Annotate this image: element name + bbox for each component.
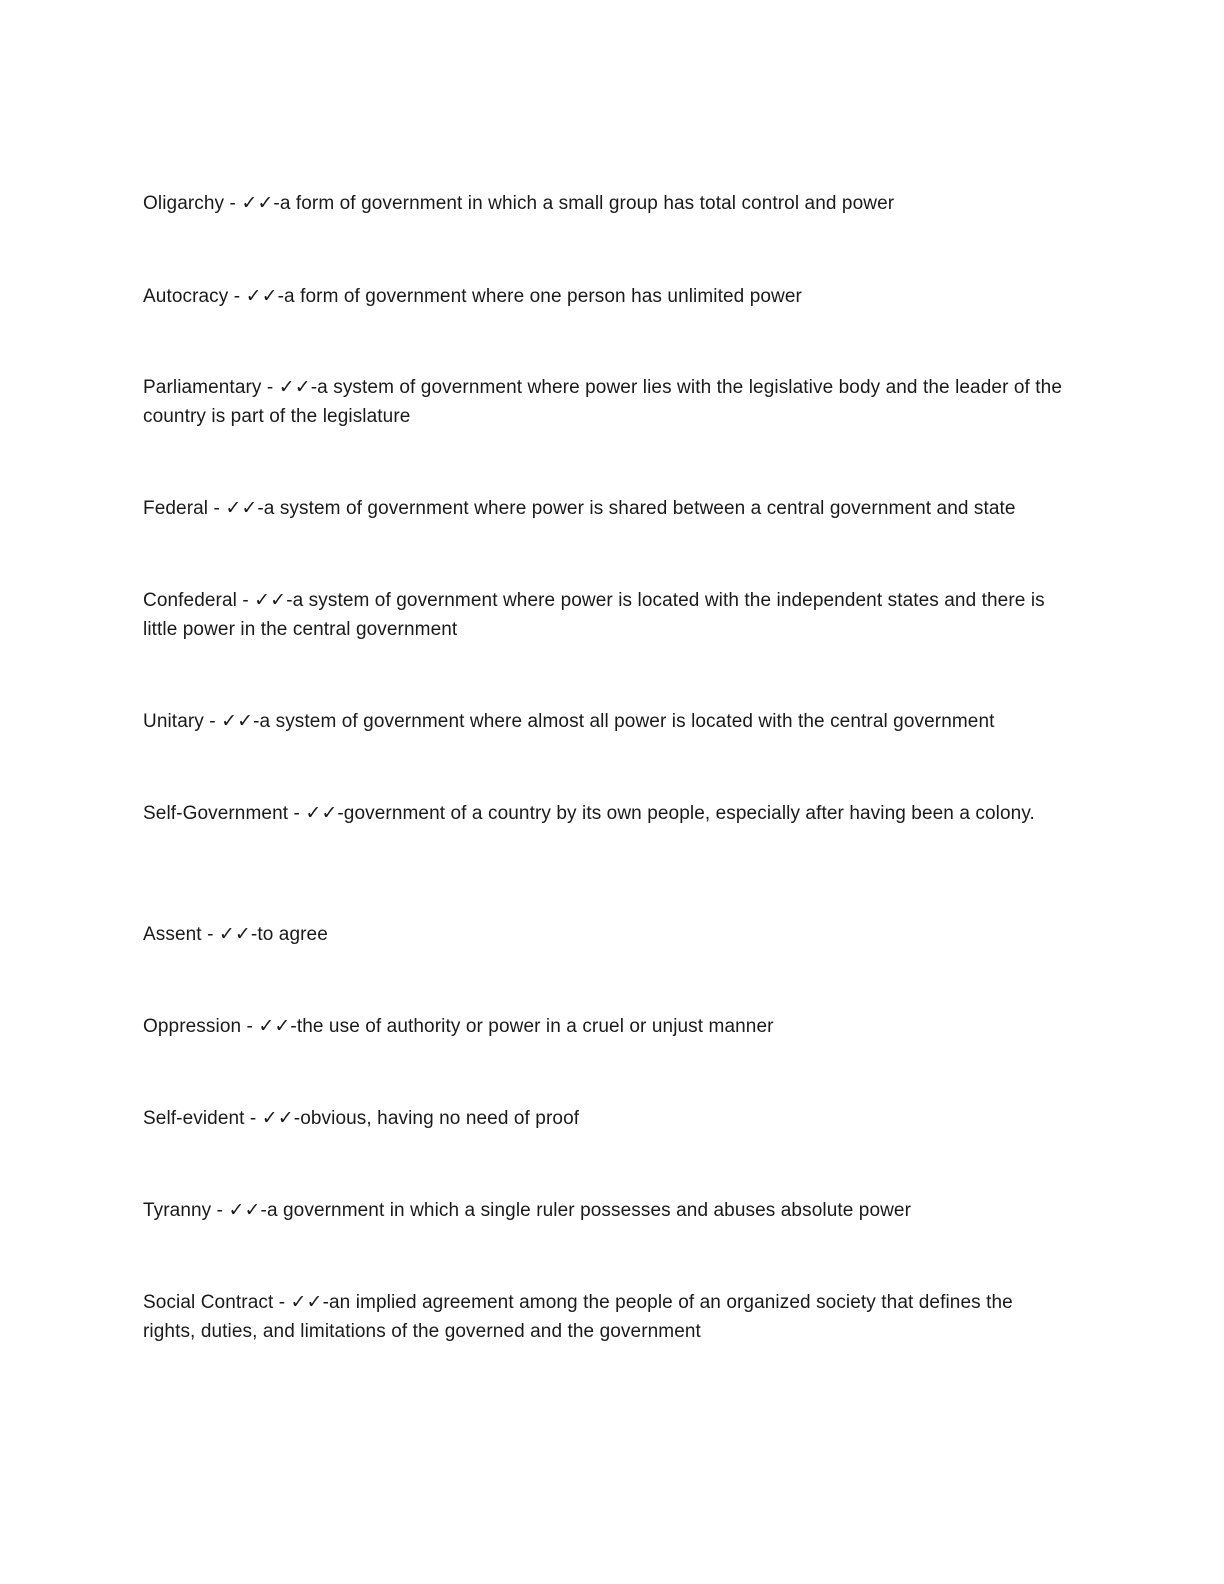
glossary-entry (143, 189, 1063, 218)
entry-definition: -to agree (250, 924, 328, 945)
entry-separator: - (236, 590, 255, 611)
check-mark-icon: ✓✓ (261, 1107, 294, 1129)
check-mark-icon: ✓✓ (221, 710, 254, 732)
check-mark-icon: ✓✓ (290, 1291, 323, 1313)
check-mark-icon: ✓✓ (258, 1015, 291, 1037)
entry-term: Confederal (143, 590, 237, 611)
glossary-entry (143, 282, 1063, 311)
glossary-entry (143, 1196, 1063, 1225)
check-mark-icon: ✓✓ (241, 192, 274, 214)
glossary-entry (143, 494, 1063, 523)
glossary-entry (143, 799, 1063, 828)
entry-term: Assent (143, 924, 202, 945)
glossary-entry (143, 586, 1063, 644)
glossary-entry (143, 920, 1063, 949)
entry-definition: -a system of government where almost all power is located with the central government (253, 711, 995, 732)
entry-separator: - (288, 803, 306, 824)
entry-term: Self-Government (143, 803, 289, 824)
entry-term: Tyranny (143, 1200, 212, 1221)
check-mark-icon: ✓✓ (305, 802, 338, 824)
entry-term: Oligarchy (143, 193, 225, 214)
entry-separator: - (273, 1292, 291, 1313)
entry-separator: - (244, 1108, 262, 1129)
entry-separator: - (201, 924, 219, 945)
entry-definition: -an implied agreement among the people of an organized society that defines the rights, duties, and limitations of the governed and the government (143, 1292, 1013, 1342)
check-mark-icon: ✓✓ (245, 285, 278, 307)
entry-term: Federal (143, 498, 209, 519)
entry-term: Self-evident (143, 1108, 245, 1129)
glossary-entry (143, 1012, 1063, 1041)
entry-term: Parliamentary (143, 377, 262, 398)
entry-definition: -a form of government in which a small group has total control and power (273, 193, 895, 214)
check-mark-icon: ✓✓ (228, 1199, 261, 1221)
check-mark-icon: ✓✓ (278, 376, 311, 398)
glossary-entry (143, 1104, 1063, 1133)
check-mark-icon: ✓✓ (225, 497, 258, 519)
entry-term: Unitary (143, 711, 204, 732)
check-mark-icon: ✓✓ (218, 923, 251, 945)
entry-term: Social Contract (143, 1292, 274, 1313)
glossary-entry (143, 707, 1063, 736)
entry-definition: -the use of authority or power in a cruel or unjust manner (290, 1016, 774, 1037)
check-mark-icon: ✓✓ (254, 589, 287, 611)
entry-definition: -a system of government where power is shared between a central government and state (257, 498, 1016, 519)
entry-definition: -a system of government where power is located with the independent states and there is little power in the central government (143, 590, 1045, 640)
glossary-entry (143, 373, 1063, 431)
entry-definition: -a government in which a single ruler possesses and abuses absolute power (260, 1200, 912, 1221)
glossary-entry (143, 1288, 1063, 1346)
entry-definition: -government of a country by its own people, especially after having been a colony. (337, 803, 1035, 824)
entry-separator: - (224, 193, 242, 214)
entry-separator: - (261, 377, 279, 398)
entry-definition: -obvious, having no need of proof (293, 1108, 580, 1129)
entry-definition: -a form of government where one person has unlimited power (277, 286, 802, 307)
entry-term: Autocracy (143, 286, 229, 307)
entry-separator: - (228, 286, 246, 307)
entry-separator: - (211, 1200, 229, 1221)
entry-separator: - (203, 711, 222, 732)
entry-separator: - (241, 1016, 259, 1037)
entry-definition: -a system of government where power lies with the legislative body and the leader of the country is part of the legislature (143, 377, 1063, 427)
entry-term: Oppression (143, 1016, 242, 1037)
entry-separator: - (208, 498, 226, 519)
